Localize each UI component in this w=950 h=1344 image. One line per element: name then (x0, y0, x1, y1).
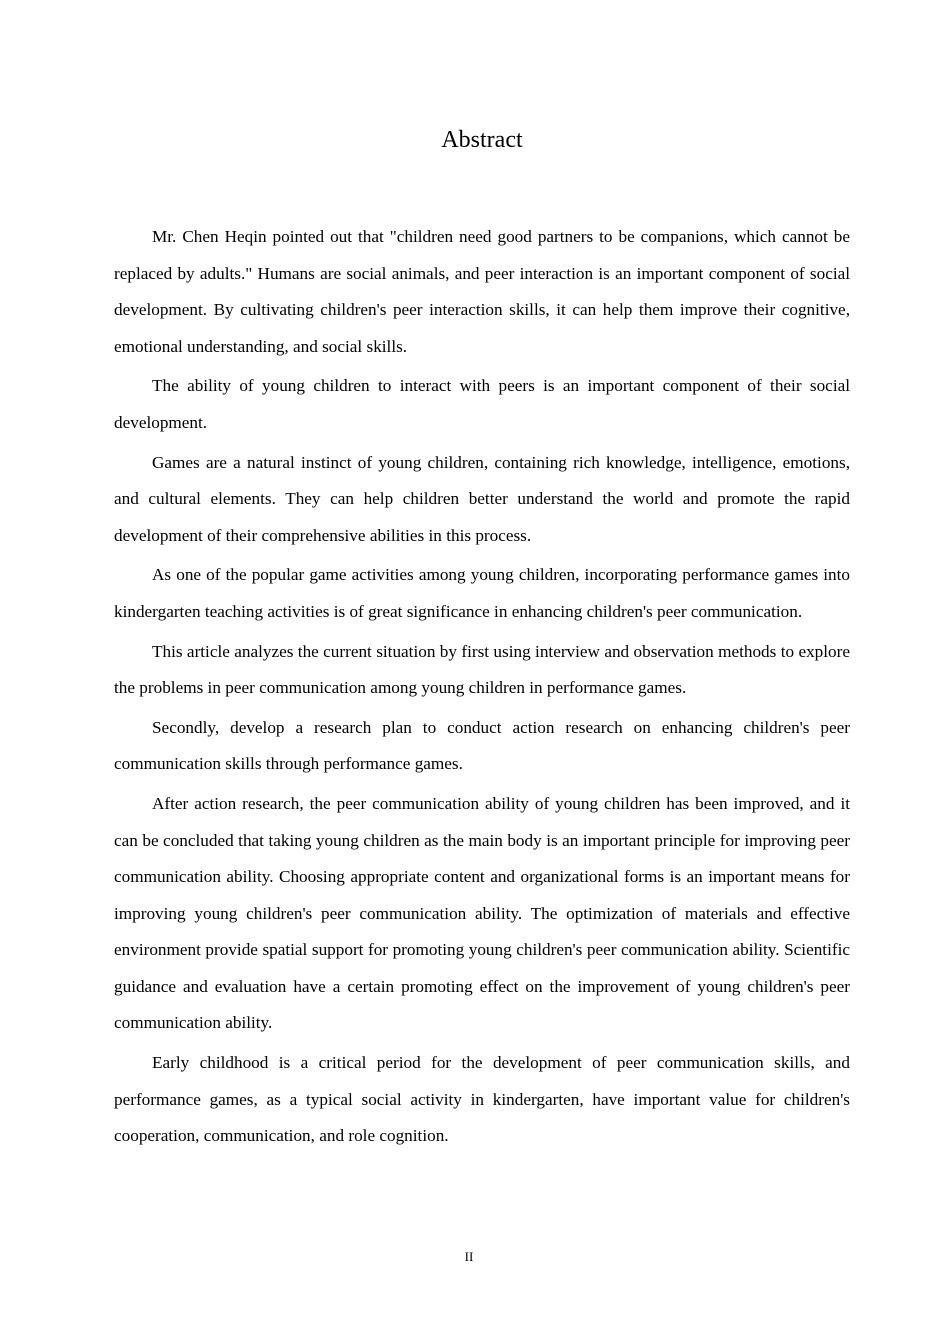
page-number: II (464, 1249, 474, 1264)
paragraph: This article analyzes the current situation by first using interview and observation methods to explore the problems in peer communication among young children in performance games. (114, 641, 850, 698)
paragraph: Early childhood is a critical period for the development of peer communication skills, and performance games, as a typical social activity in kindergarten, have important value for children's cooperation, communication, and role cognition. (114, 1053, 850, 1146)
paragraph: Secondly, develop a research plan to conduct action research on enhancing children's peer communication skills through performance games. (114, 717, 850, 774)
paragraph: After action research, the peer communication ability of young children has been improved, and it can be concluded that taking young children as the main body is an important principle for improving peer communication ability. Choosing appropriate content and organizational forms is an important means for improving young children's peer communication ability. The optimization of materials and effective environment provide spatial support for promoting young children's peer communication ability. Scientific guidance and evaluation have a certain promoting effect on the improvement of young children's peer communication ability. (114, 793, 850, 1033)
paragraph: Games are a natural instinct of young children, containing rich knowledge, intelligence, emotions, and cultural elements. They can help children better understand the world and promote the rapid development of their comprehensive abilities in this process. (114, 452, 850, 545)
page-title: Abstract (441, 127, 523, 153)
paragraph: The ability of young children to interact with peers is an important component of their social development. (114, 376, 850, 432)
paragraph: As one of the popular game activities among young children, incorporating performance games into kindergarten teaching activities is of great significance in enhancing children's peer communication. (114, 565, 850, 621)
abstract-body (114, 219, 850, 1158)
paragraph: Mr. Chen Heqin pointed out that "children need good partners to be companions, which cannot be replaced by adults." Humans are social animals, and peer interaction is an important component of social development. By cultivating children's peer interaction skills, it can help them improve their cognitive, emotional understanding, and social skills. (114, 227, 850, 356)
